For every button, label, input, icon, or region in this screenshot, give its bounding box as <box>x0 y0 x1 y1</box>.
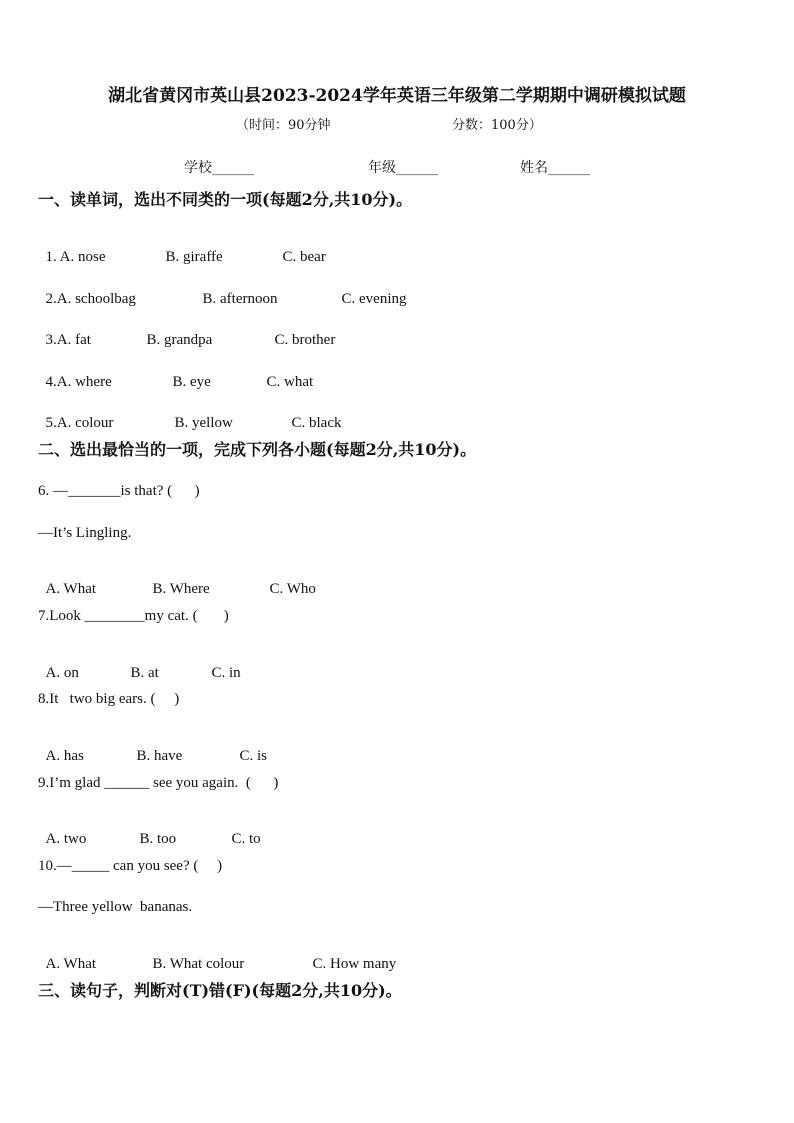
option-a: A. What <box>45 581 97 597</box>
question-6-stem: 6. —_______is that? ( ) <box>38 483 200 499</box>
question-6-options <box>38 567 316 597</box>
page-title: 湖北省黄冈市英山县2023-2024学年英语三年级第二学期期中调研模拟试题 <box>108 86 686 106</box>
option-b: B. have <box>136 748 183 764</box>
option-a: 2.A. schoolbag <box>45 291 136 307</box>
option-c: C. bear <box>282 249 326 265</box>
question-1 <box>38 235 326 265</box>
question-9-stem: 9.I’m glad ______ see you again. ( ) <box>38 775 279 791</box>
option-c: C. evening <box>341 291 407 307</box>
option-c: C. Who <box>269 581 316 597</box>
option-a: 4.A. where <box>45 374 112 390</box>
option-a: 3.A. fat <box>45 332 91 348</box>
option-c: C. black <box>291 415 342 431</box>
option-b: B. at <box>130 665 159 681</box>
question-8-stem: 8.It two big ears. ( ) <box>38 691 180 707</box>
question-7-stem: 7.Look ________my cat. ( ) <box>38 608 229 624</box>
question-2 <box>38 277 407 307</box>
option-b: B. yellow <box>174 415 233 431</box>
option-b: B. Where <box>152 581 210 597</box>
option-c: C. is <box>239 748 268 764</box>
option-a: A. What <box>45 956 97 972</box>
option-c: C. to <box>231 831 261 847</box>
exam-time: （时间：90分钟 <box>236 118 331 133</box>
option-a: 1. A. nose <box>45 249 106 265</box>
option-c: C. what <box>266 374 314 390</box>
question-5 <box>38 401 342 431</box>
option-a: A. on <box>45 665 79 681</box>
option-b: B. giraffe <box>165 249 223 265</box>
option-a: A. two <box>45 831 87 847</box>
option-b: B. What colour <box>152 956 245 972</box>
question-6-reply: —It’s Lingling. <box>38 525 132 541</box>
option-a: A. has <box>45 748 84 764</box>
option-c: C. in <box>211 665 241 681</box>
option-b: B. afternoon <box>202 291 278 307</box>
name-field: 姓名______ <box>520 160 590 176</box>
option-b: B. too <box>139 831 177 847</box>
question-10-reply: —Three yellow bananas. <box>38 899 193 915</box>
option-c: C. How many <box>312 956 397 972</box>
option-b: B. grandpa <box>146 332 213 348</box>
option-a: 5.A. colour <box>45 415 114 431</box>
option-c: C. brother <box>274 332 336 348</box>
question-7-options <box>38 651 241 681</box>
grade-field: 年级______ <box>368 160 438 176</box>
question-4 <box>38 360 313 390</box>
question-9-options <box>38 817 261 847</box>
section-heading-3: 三、读句子，判断对(T)错(F)(每题2分,共10分)。 <box>38 981 402 1000</box>
option-b: B. eye <box>172 374 211 390</box>
question-8-options <box>38 734 267 764</box>
question-10-stem: 10.—_____ can you see? ( ) <box>38 858 223 874</box>
exam-score: 分数：100分） <box>452 118 542 133</box>
section-heading-1: 一、读单词，选出不同类的一项(每题2分,共10分)。 <box>38 190 413 209</box>
question-10-options <box>38 942 396 972</box>
section-heading-2: 二、选出最恰当的一项，完成下列各小题(每题2分,共10分)。 <box>38 440 477 459</box>
question-3 <box>38 318 335 348</box>
school-field: 学校______ <box>184 160 254 176</box>
